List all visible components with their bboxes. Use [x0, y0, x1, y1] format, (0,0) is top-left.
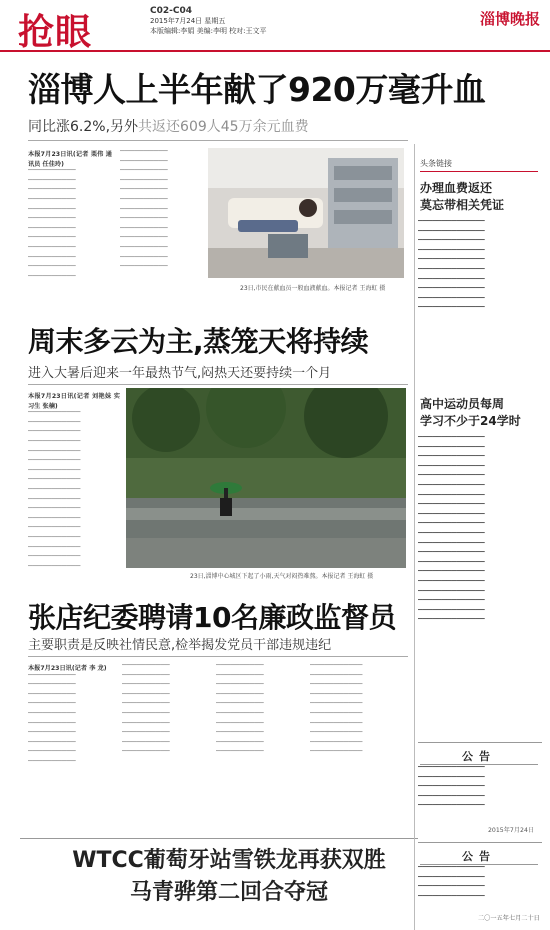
story1-sub-gray: 共返还609人45万余元血费 — [138, 119, 309, 135]
blood-donation-photo — [208, 148, 404, 278]
notice2-title: 公告 — [420, 848, 538, 865]
story4-headline — [44, 845, 414, 909]
editors-line: 本版编辑:李娟 美编:李明 校对:王文平 — [150, 27, 267, 35]
date-line: 2015年7月24日 星期五 — [150, 17, 226, 25]
story1-byline: 本报7月23日讯(记者 栗伟 通讯员 任佳玲) — [28, 151, 112, 168]
story2-byline: 本报7月23日讯(记者 刘艳妹 实习生 张楠) — [28, 393, 120, 410]
story2-text-placeholder: ▔▔▔▔▔▔▔▔▔▔▔ ▔▔▔▔▔▔▔▔▔▔▔ ▔▔▔▔▔▔▔▔▔▔▔ ▔▔▔▔▔▔▔▔▔▔▔ ▔▔▔▔▔▔▔▔▔▔▔ ▔▔▔▔▔▔▔▔▔▔▔ ▔▔▔▔▔▔▔▔▔▔▔ ▔▔▔▔▔▔▔▔▔▔▔ ▔▔▔▔▔▔▔▔▔▔▔ ▔▔▔▔▔▔▔▔▔▔▔ ▔▔▔▔▔▔▔▔▔▔▔ ▔▔▔▔▔▔▔▔▔▔▔ ▔▔▔▔▔▔▔▔▔▔▔ ▔▔▔▔▔▔▔▔▔▔▔ ▔▔▔▔▔▔▔▔▔▔▔ ▔▔▔▔▔▔▔▔▔▔▔ ▔▔▔▔▔▔▔▔▔▔▔ — [28, 412, 81, 573]
story1-sub-prefix: 同比涨6.2%,另外 — [28, 119, 139, 135]
story2-photo-caption: 23日,淄博中心城区下起了小雨,天气对闷热难熬。本报记者 王海虹 摄 — [190, 573, 374, 580]
notice2-date: 二〇一五年七月二十日 — [478, 915, 540, 922]
story3-col1 — [28, 664, 116, 814]
issue-info — [150, 6, 267, 36]
story1-col1 — [28, 150, 112, 292]
story1-subheadline — [28, 116, 309, 136]
notice1-rule — [418, 742, 542, 743]
notice1-text: ▔▔▔▔▔▔▔▔▔▔▔▔▔▔ ▔▔▔▔▔▔▔▔▔▔▔▔▔▔ ▔▔▔▔▔▔▔▔▔▔▔▔▔▔ ▔▔▔▔▔▔▔▔▔▔▔▔▔▔ ▔▔▔▔▔▔▔▔▔▔▔▔▔▔ — [418, 767, 485, 813]
newspaper-logo: 淄博晚报 — [479, 10, 540, 28]
sidebar-headline2-line1: 高中运动员每周 — [420, 397, 505, 411]
story3-text-placeholder: ▔▔▔▔▔▔▔▔▔▔ ▔▔▔▔▔▔▔▔▔▔ ▔▔▔▔▔▔▔▔▔▔ ▔▔▔▔▔▔▔▔▔▔ ▔▔▔▔▔▔▔▔▔▔ ▔▔▔▔▔▔▔▔▔▔ ▔▔▔▔▔▔▔▔▔▔ ▔▔▔▔▔▔▔▔▔▔ ▔▔▔▔▔▔▔▔▔▔ ▔▔▔▔▔▔▔▔▔▔ — [28, 674, 76, 768]
page-code: C02-C04 — [150, 6, 192, 16]
story1-photo-caption: 23日,市民在献血员一般血液献血。本报记者 王海虹 摄 — [240, 285, 386, 292]
masthead: 抢眼 — [18, 11, 93, 53]
notice2-text: ▔▔▔▔▔▔▔▔▔▔▔▔▔▔ ▔▔▔▔▔▔▔▔▔▔▔▔▔▔ ▔▔▔▔▔▔▔▔▔▔▔▔▔▔ ▔▔▔▔▔▔▔▔▔▔▔▔▔▔ — [418, 867, 485, 903]
story4-headline-line1: WTCC葡萄牙站雪铁龙再获双胜 — [72, 848, 386, 873]
sidebar-headline1-line1: 办理血费返还 — [420, 181, 493, 195]
sidebar-headline2-line2: 学习不少于24学时 — [420, 414, 521, 428]
story3-headline: 张店纪委聘请10名廉政监督员 — [28, 601, 396, 634]
sidebar-headline1-line2: 莫忘带相关凭证 — [420, 198, 505, 212]
sidebar-rule — [414, 144, 415, 930]
story2-col1 — [28, 392, 120, 578]
story3-subheadline: 主要职责是反映社情民意,检举揭发党员干部违规违纪 — [28, 638, 332, 653]
story3-col4: ▔▔▔▔▔▔▔▔▔▔▔ ▔▔▔▔▔▔▔▔▔▔▔ ▔▔▔▔▔▔▔▔▔▔▔ ▔▔▔▔▔▔▔▔▔▔▔ ▔▔▔▔▔▔▔▔▔▔▔ ▔▔▔▔▔▔▔▔▔▔▔ ▔▔▔▔▔▔▔▔▔▔▔ ▔▔▔▔▔▔▔▔▔▔▔ ▔▔▔▔▔▔▔▔▔▔▔ ▔▔▔▔▔▔▔▔▔▔▔ — [310, 665, 363, 759]
story2-headline: 周末多云为主,蒸笼天将持续 — [28, 325, 369, 358]
story1-rule — [28, 140, 408, 141]
notice2-rule — [418, 842, 542, 843]
story4-rule — [20, 838, 418, 839]
story2-rule — [28, 384, 408, 385]
sidebar-text1: ▔▔▔▔▔▔▔▔▔▔▔▔▔▔ ▔▔▔▔▔▔▔▔▔▔▔▔▔▔ ▔▔▔▔▔▔▔▔▔▔▔▔▔▔ ▔▔▔▔▔▔▔▔▔▔▔▔▔▔ ▔▔▔▔▔▔▔▔▔▔▔▔▔▔ ▔▔▔▔▔▔▔▔▔▔▔▔▔▔ ▔▔▔▔▔▔▔▔▔▔▔▔▔▔ ▔▔▔▔▔▔▔▔▔▔▔▔▔▔ ▔▔▔▔▔▔▔▔▔▔▔▔▔▔ ▔▔▔▔▔▔▔▔▔▔▔▔▔▔ — [418, 221, 485, 315]
sidebar-tag: 头条链接 — [420, 158, 538, 172]
sidebar-headline2 — [420, 396, 521, 430]
rain-street-photo — [126, 388, 406, 568]
sidebar-text2: ▔▔▔▔▔▔▔▔▔▔▔▔▔▔ ▔▔▔▔▔▔▔▔▔▔▔▔▔▔ ▔▔▔▔▔▔▔▔▔▔▔▔▔▔ ▔▔▔▔▔▔▔▔▔▔▔▔▔▔ ▔▔▔▔▔▔▔▔▔▔▔▔▔▔ ▔▔▔▔▔▔▔▔▔▔▔▔▔▔ ▔▔▔▔▔▔▔▔▔▔▔▔▔▔ ▔▔▔▔▔▔▔▔▔▔▔▔▔▔ ▔▔▔▔▔▔▔▔▔▔▔▔▔▔ ▔▔▔▔▔▔▔▔▔▔▔▔▔▔ ▔▔▔▔▔▔▔▔▔▔▔▔▔▔ ▔▔▔▔▔▔▔▔▔▔▔▔▔▔ ▔▔▔▔▔▔▔▔▔▔▔▔▔▔ ▔▔▔▔▔▔▔▔▔▔▔▔▔▔ ▔▔▔▔▔▔▔▔▔▔▔▔▔▔ ▔▔▔▔▔▔▔▔▔▔▔▔▔▔ ▔▔▔▔▔▔▔▔▔▔▔▔▔▔ ▔▔▔▔▔▔▔▔▔▔▔▔▔▔ ▔▔▔▔▔▔▔▔▔▔▔▔▔▔ ▔▔▔▔▔▔▔▔▔▔▔▔▔▔ — [418, 437, 485, 627]
story3-col2: ▔▔▔▔▔▔▔▔▔▔ ▔▔▔▔▔▔▔▔▔▔ ▔▔▔▔▔▔▔▔▔▔ ▔▔▔▔▔▔▔▔▔▔ ▔▔▔▔▔▔▔▔▔▔ ▔▔▔▔▔▔▔▔▔▔ ▔▔▔▔▔▔▔▔▔▔ ▔▔▔▔▔▔▔▔▔▔ ▔▔▔▔▔▔▔▔▔▔ ▔▔▔▔▔▔▔▔▔▔ — [122, 665, 170, 759]
notice1-date: 2015年7月24日 — [488, 827, 535, 834]
story3-byline: 本报7月23日讯(记者 李 龙) — [28, 665, 107, 672]
story1-headline: 淄博人上半年献了920万毫升血 — [28, 70, 486, 109]
notice1-title: 公告 — [420, 748, 538, 765]
story3-col3: ▔▔▔▔▔▔▔▔▔▔ ▔▔▔▔▔▔▔▔▔▔ ▔▔▔▔▔▔▔▔▔▔ ▔▔▔▔▔▔▔▔▔▔ ▔▔▔▔▔▔▔▔▔▔ ▔▔▔▔▔▔▔▔▔▔ ▔▔▔▔▔▔▔▔▔▔ ▔▔▔▔▔▔▔▔▔▔ ▔▔▔▔▔▔▔▔▔▔ ▔▔▔▔▔▔▔▔▔▔ — [216, 665, 264, 759]
story4-headline-line2: 马青骅第二回合夺冠 — [129, 880, 328, 905]
story1-text-placeholder: ▔▔▔▔▔▔▔▔▔▔ ▔▔▔▔▔▔▔▔▔▔ ▔▔▔▔▔▔▔▔▔▔ ▔▔▔▔▔▔▔▔▔▔ ▔▔▔▔▔▔▔▔▔▔ ▔▔▔▔▔▔▔▔▔▔ ▔▔▔▔▔▔▔▔▔▔ ▔▔▔▔▔▔▔▔▔▔ ▔▔▔▔▔▔▔▔▔▔ ▔▔▔▔▔▔▔▔▔▔ ▔▔▔▔▔▔▔▔▔▔ ▔▔▔▔▔▔▔▔▔▔ — [28, 170, 76, 283]
story3-rule — [28, 656, 408, 657]
page-header — [0, 0, 550, 52]
story2-subheadline: 进入大暑后迎来一年最热节气,闷热天还要持续一个月 — [28, 366, 332, 381]
sidebar-headline1 — [420, 180, 504, 214]
story1-col2: ▔▔▔▔▔▔▔▔▔▔ ▔▔▔▔▔▔▔▔▔▔ ▔▔▔▔▔▔▔▔▔▔ ▔▔▔▔▔▔▔▔▔▔ ▔▔▔▔▔▔▔▔▔▔ ▔▔▔▔▔▔▔▔▔▔ ▔▔▔▔▔▔▔▔▔▔ ▔▔▔▔▔▔▔▔▔▔ ▔▔▔▔▔▔▔▔▔▔ ▔▔▔▔▔▔▔▔▔▔ ▔▔▔▔▔▔▔▔▔▔ ▔▔▔▔▔▔▔▔▔▔ ▔▔▔▔▔▔▔▔▔▔ — [120, 151, 168, 274]
